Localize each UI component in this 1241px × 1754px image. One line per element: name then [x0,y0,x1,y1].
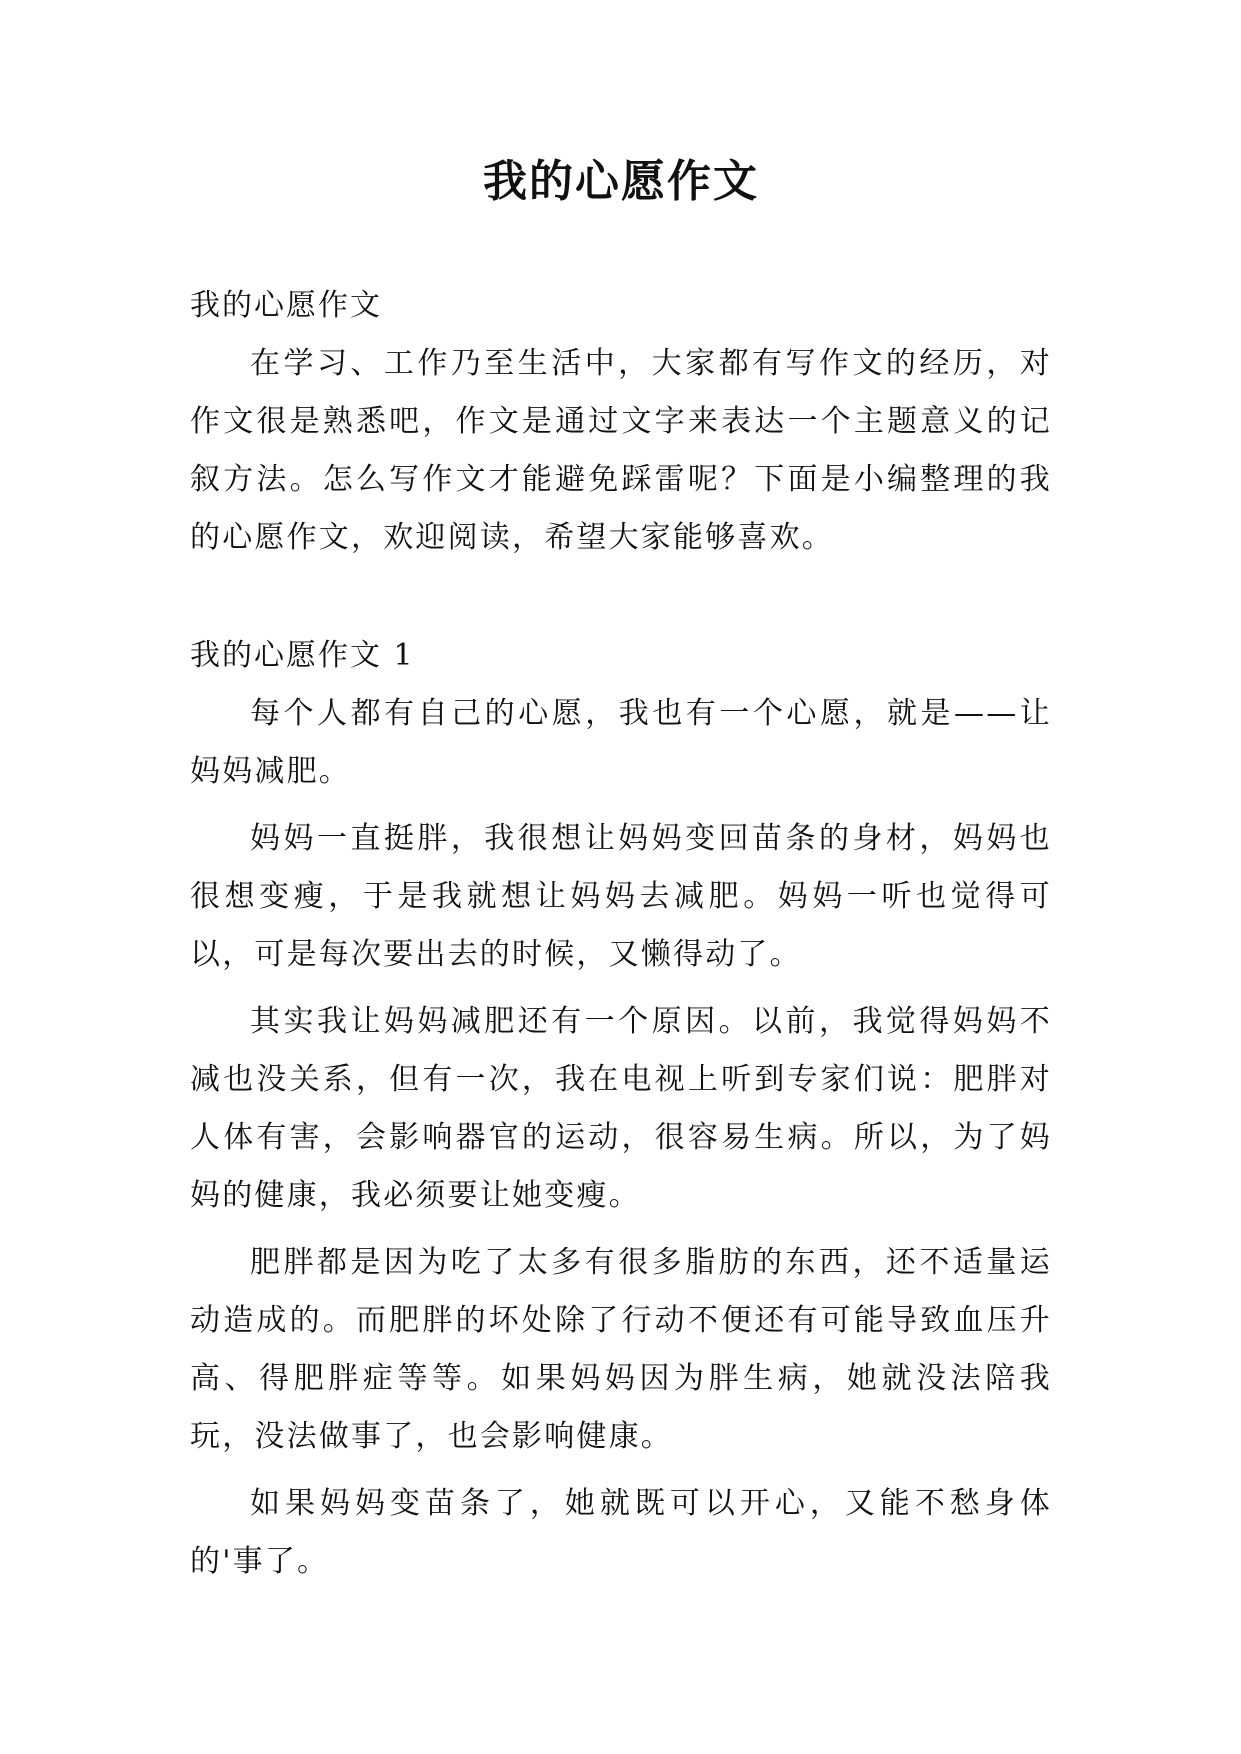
intro-paragraph: 在学习、工作乃至生活中，大家都有写作文的经历，对作文很是熟悉吧，作文是通过文字来表达一个主题意义的记叙方法。怎么写作文才能避免踩雷呢？下面是小编整理的我的心愿作文，欢迎阅读，希望大家能够喜欢。 [190,346,1052,555]
intro-section [190,277,1052,567]
essay-paragraph: 每个人都有自己的心愿，我也有一个心愿，就是——让妈妈减肥。 [190,696,1052,789]
document-title: 我的心愿作文 [483,156,759,207]
essay-paragraph: 肥胖都是因为吃了太多有很多脂肪的东西，还不适量运动造成的。而肥胖的坏处除了行动不便还有可能导致血压升高、得肥胖症等等。如果妈妈因为胖生病，她就没法陪我玩，没法做事了，也会影响健康。 [190,1245,1052,1454]
essay-paragraph: 其实我让妈妈减肥还有一个原因。以前，我觉得妈妈不减也没关系，但有一次，我在电视上听到专家们说：肥胖对人体有害，会影响器官的运动，很容易生病。所以，为了妈妈的健康，我必须要让她变瘦。 [190,1004,1052,1213]
essay-1-heading: 我的心愿作文 1 [190,638,415,673]
essay-paragraph: 如果妈妈变苗条了，她就既可以开心，又能不愁身体的'事了。 [190,1486,1052,1579]
essay-1-section [190,627,1052,1591]
essay-paragraph: 妈妈一直挺胖，我很想让妈妈变回苗条的身材，妈妈也很想变瘦，于是我就想让妈妈去减肥。妈妈一听也觉得可以，可是每次要出去的时候，又懒得动了。 [190,821,1052,972]
document-page [190,0,1052,1591]
intro-heading: 我的心愿作文 [190,288,382,323]
